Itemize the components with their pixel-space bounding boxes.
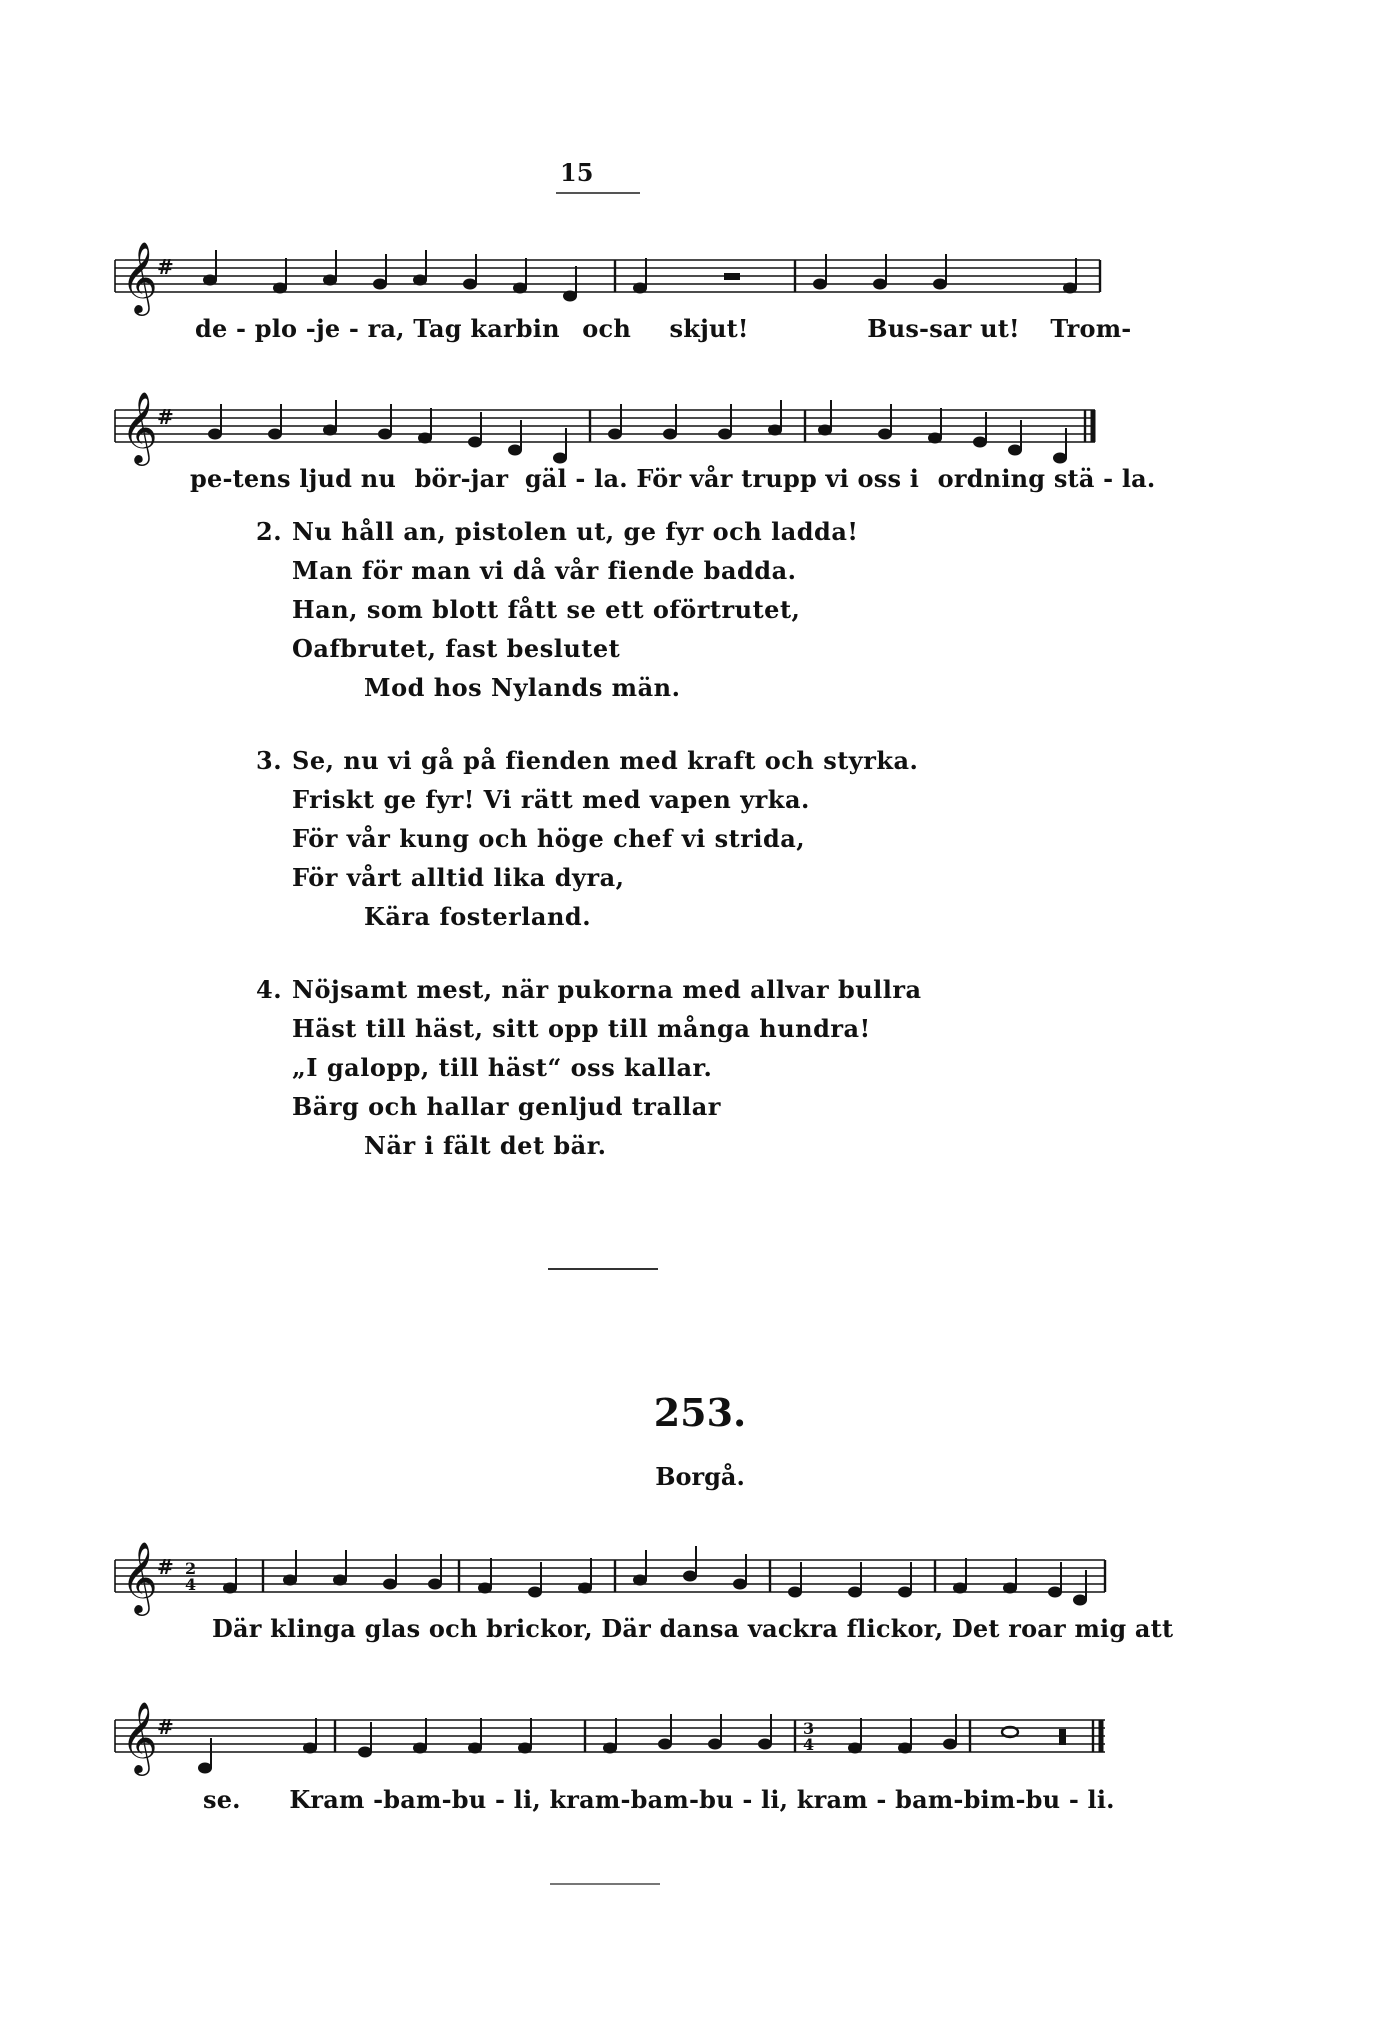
lyric-line-3: Där klinga glas och brickor, Där dansa vackra flickor, Det roar mig att (212, 1614, 1174, 1643)
verse-line: Se, nu vi gå på fienden med kraft och styrka. (292, 746, 919, 775)
verse-line: Kära fosterland. (364, 902, 592, 931)
verse-line: När i fält det bär. (364, 1131, 607, 1160)
bottom-rule (550, 1883, 660, 1885)
verse-line: Friskt ge fyr! Vi rätt med vapen yrka. (292, 785, 810, 814)
time-signature-change-top: 3 (803, 1719, 815, 1738)
verse-line: För vårt alltid lika dyra, (292, 863, 625, 892)
verse-line: Man för man vi då vår fiende badda. (292, 556, 797, 585)
time-signature-bottom: 4 (185, 1575, 197, 1594)
song-place: Borgå. (655, 1462, 745, 1491)
svg-text:#: # (157, 1715, 174, 1739)
svg-text:𝄞: 𝄞 (121, 390, 158, 463)
lyric-line-1: de - plo -je - ra, Tag karbin och skjut! Bus-sar ut! Trom- (195, 314, 1132, 343)
time-signature-change-bottom: 4 (803, 1735, 815, 1754)
verse-line: Nöjsamt mest, när pukorna med allvar bullra (292, 975, 922, 1004)
verse-2 (256, 512, 859, 707)
music-staff-system-4 (95, 1690, 1115, 1790)
svg-text:#: # (157, 1555, 174, 1579)
page-number-rule (556, 192, 640, 194)
svg-text:𝄞: 𝄞 (121, 240, 158, 313)
section-separator (548, 1268, 658, 1270)
song-number: 253. (653, 1390, 747, 1435)
verse-line: Häst till häst, sitt opp till många hundra! (292, 1014, 871, 1043)
verse-number: 2. (256, 517, 283, 546)
verse-line: Bärg och hallar genljud trallar (292, 1092, 721, 1121)
verse-line: „I galopp, till häst“ oss kallar. (292, 1053, 713, 1082)
svg-text:#: # (157, 405, 174, 429)
verse-line: Mod hos Nylands män. (364, 673, 681, 702)
lyric-line-2: pe-tens ljud nu bör-jar gäl - la. För vår trupp vi oss i ordning stä - la. (190, 464, 1156, 493)
verse-number: 4. (256, 975, 283, 1004)
verse-3 (256, 741, 919, 936)
verse-number: 3. (256, 746, 283, 775)
verse-line: Han, som blott fått se ett oförtrutet, (292, 595, 801, 624)
lyric-line-4: se. Kram -bam-bu - li, kram-bam-bu - li, kram - bam-bim-bu - li. (203, 1785, 1115, 1814)
verse-line: För vår kung och höge chef vi strida, (292, 824, 806, 853)
verse-line: Nu håll an, pistolen ut, ge fyr och ladda! (292, 517, 859, 546)
svg-text:#: # (157, 255, 174, 279)
svg-text:𝄞: 𝄞 (121, 1540, 158, 1613)
svg-text:𝄞: 𝄞 (121, 1700, 158, 1773)
time-signature-top: 2 (185, 1559, 197, 1578)
page-number: 15 (560, 158, 594, 187)
verse-4 (256, 970, 922, 1165)
verse-line: Oafbrutet, fast beslutet (292, 634, 621, 663)
